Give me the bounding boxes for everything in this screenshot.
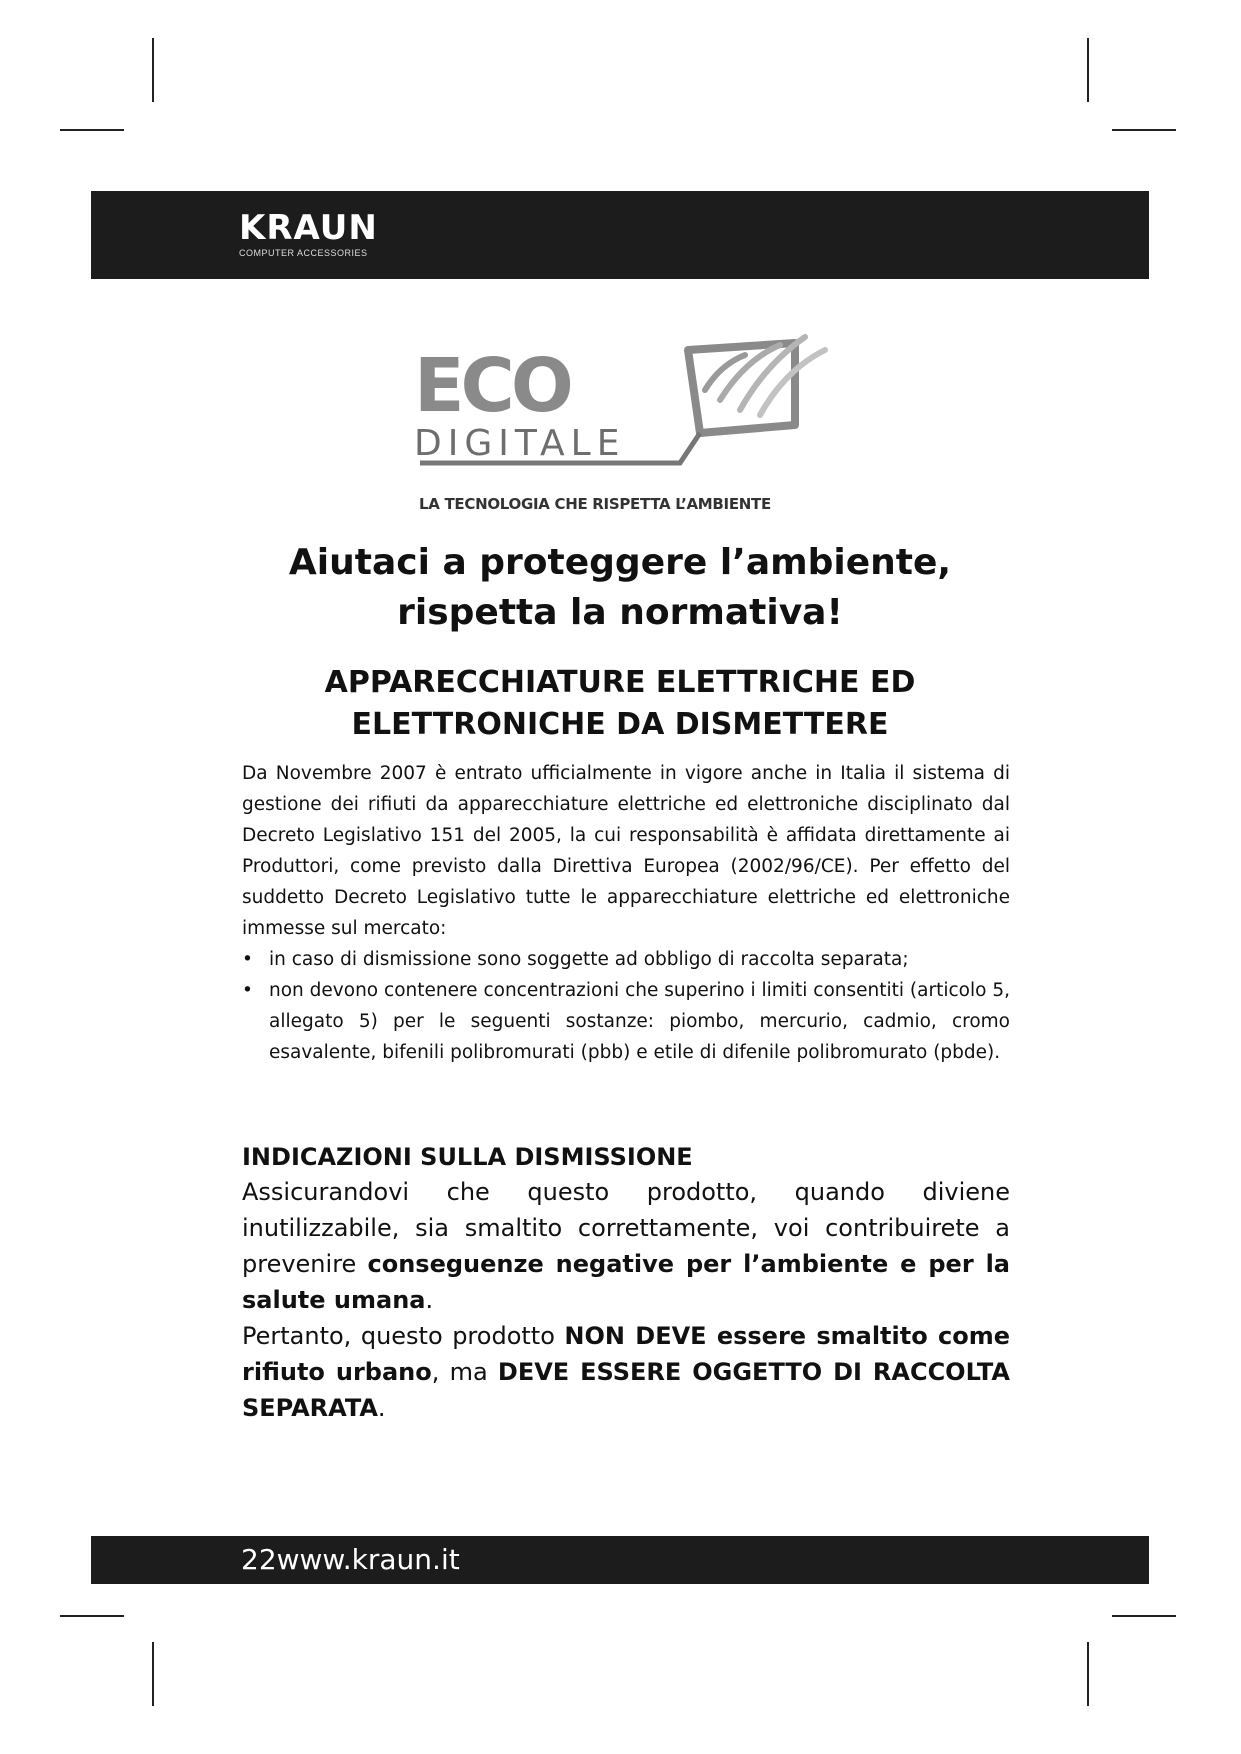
list-item — [242, 975, 1010, 1068]
crop-mark-top-left-horizontal — [60, 129, 124, 131]
bullet-mark: • — [242, 949, 253, 970]
eco-digitale-logo — [400, 305, 840, 525]
brand-tagline: COMPUTER ACCESSORIES — [239, 248, 368, 258]
section-heading: INDICAZIONI SULLA DISMISSIONE — [242, 1143, 693, 1171]
crop-mark-top-right-vertical — [1087, 38, 1089, 102]
bullet-mark: • — [242, 980, 253, 1001]
list-item — [242, 944, 1010, 975]
crop-mark-bottom-right-horizontal — [1112, 1615, 1176, 1617]
page-subtitle-line-1: APPARECCHIATURE ELETTRICHE ED — [324, 665, 916, 700]
crop-mark-bottom-left-vertical — [152, 1642, 154, 1706]
disposal-paragraph-2 — [242, 1318, 1010, 1426]
page-subtitle — [200, 662, 1040, 746]
eco-logo-word-eco: ECO — [414, 343, 570, 429]
emphasis-text: conseguenze negative per l’ambiente e per la salute umana — [242, 1250, 1010, 1314]
header-bar — [91, 191, 1149, 279]
footer-page-url: 22www.kraun.it — [241, 1543, 460, 1576]
emphasis-text: NON DEVE essere smaltito come rifiuto urbano — [242, 1322, 1010, 1386]
eco-logo-tagline: LA TECNOLOGIA CHE RISPETTA L’AMBIENTE — [419, 495, 771, 513]
list-item-text: in caso di dismissione sono soggette ad obbligo di raccolta separata; — [269, 949, 909, 970]
disposal-paragraph-1 — [242, 1174, 1010, 1318]
text-span: , ma — [431, 1358, 498, 1386]
text-span: Pertanto, questo prodotto — [242, 1322, 565, 1350]
crop-mark-top-right-horizontal — [1112, 129, 1176, 131]
text-span: Assicurandovi che questo prodotto, quando diviene inutilizzabile, sia smaltito correttamente, voi contribuirete a prevenire — [242, 1178, 1010, 1278]
crop-mark-top-left-vertical — [152, 38, 154, 102]
page-subtitle-line-2: ELETTRONICHE DA DISMETTERE — [351, 707, 889, 742]
page-title-line-2: rispetta la normativa! — [397, 592, 843, 633]
intro-paragraph: Da Novembre 2007 è entrato ufficialmente in vigore anche in Italia il sistema di gestione dei rifiuti da apparecchiature elettriche ed elettroniche disciplinato dal Decreto Legislativo 151 del 2005, la cui responsabilità è affidata direttamente ai Produttori, come previsto dalla Direttiva Europea (2002/96/CE). Per effetto del suddetto Decreto Legislativo tutte le apparecchiature elettriche ed elettroniche immesse sul mercato: — [242, 763, 1010, 939]
text-span: . — [377, 1394, 386, 1422]
emphasis-text: DEVE ESSERE OGGETTO DI RACCOLTA SEPARATA — [242, 1358, 1010, 1422]
eco-logo-word-digitale: DIGITALE — [414, 423, 626, 464]
footer-bar — [91, 1536, 1149, 1584]
brand-logo — [239, 208, 378, 258]
brand-name: KRAUN — [239, 208, 378, 248]
disposal-section — [242, 1140, 1010, 1426]
crop-mark-bottom-right-vertical — [1087, 1642, 1089, 1706]
text-span: . — [425, 1286, 434, 1314]
page-title — [200, 538, 1040, 638]
crop-mark-bottom-left-horizontal — [60, 1615, 124, 1617]
list-item-text: non devono contenere concentrazioni che superino i limiti consentiti (articolo 5, allegato 5) per le seguenti sostanze: piombo, mercurio, cadmio, cromo esavalente, bifenili polibromurati (pbb) e etile di difenile polibromurato (pbde). — [269, 980, 1010, 1063]
requirements-list — [242, 944, 1010, 1068]
page-title-line-1: Aiutaci a proteggere l’ambiente, — [288, 542, 952, 583]
body-text — [242, 758, 1010, 1068]
